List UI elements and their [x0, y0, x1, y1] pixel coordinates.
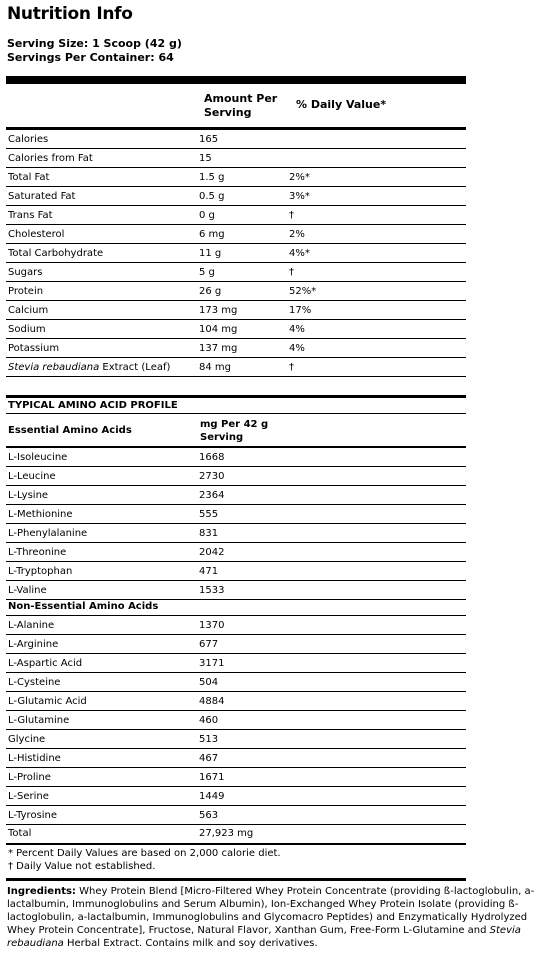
nutrient-daily-value: 4%: [289, 343, 305, 354]
amino-row: [6, 467, 466, 486]
amino-value: 2730: [199, 471, 225, 482]
nutrient-amount: 0.5 g: [199, 191, 225, 202]
amino-value: 1370: [199, 620, 225, 631]
amino-row: [6, 730, 466, 749]
nutrient-daily-value: 4%*: [289, 248, 310, 259]
footer-divider: [6, 878, 466, 881]
amino-row: [6, 673, 466, 692]
amino-row: [6, 524, 466, 543]
amino-row: [6, 768, 466, 787]
nutrient-name: Protein: [8, 286, 44, 297]
amino-value: 504: [199, 677, 219, 688]
amino-name: L-Tryptophan: [8, 566, 73, 577]
amino-value: 467: [199, 753, 219, 764]
amino-value: 677: [199, 639, 219, 650]
amino-row: [6, 486, 466, 505]
nutrient-daily-value: 17%: [289, 305, 312, 316]
amino-name: L-Proline: [8, 772, 51, 783]
amino-name: L-Glutamic Acid: [8, 696, 87, 707]
nutrient-name: Saturated Fat: [8, 191, 76, 202]
nutrient-name: Sodium: [8, 324, 46, 335]
total-label: Total: [8, 828, 32, 839]
nonessential-title: Non-Essential Amino Acids: [8, 601, 159, 612]
amino-value: 1668: [199, 452, 225, 463]
amino-name: L-Isoleucine: [8, 452, 68, 463]
amino-value: 1533: [199, 585, 225, 596]
nutrient-name: Trans Fat: [8, 210, 53, 221]
nutrient-row: [6, 206, 466, 225]
nutrient-amount: 15: [199, 153, 212, 164]
nutrient-row: [6, 225, 466, 244]
nutrient-row: [6, 320, 466, 339]
footnote-percent: * Percent Daily Values are based on 2,000 calorie diet.: [8, 848, 281, 859]
serving-size: Serving Size: 1 Scoop (42 g): [7, 37, 182, 50]
amino-name: L-Arginine: [8, 639, 59, 650]
amino-value: 1449: [199, 791, 225, 802]
amino-name: L-Lysine: [8, 490, 49, 501]
amino-name: L-Threonine: [8, 547, 67, 558]
ingredients: [7, 885, 547, 950]
nutrient-amount: 11 g: [199, 248, 222, 259]
amino-row: [6, 562, 466, 581]
amino-name: L-Valine: [8, 585, 47, 596]
nutrient-amount: 173 mg: [199, 305, 238, 316]
amino-row: [6, 635, 466, 654]
nutrient-row: [6, 130, 466, 149]
amino-row: [6, 711, 466, 730]
nutrient-row: [6, 187, 466, 206]
nutrient-amount: 1.5 g: [199, 172, 225, 183]
amino-value: 555: [199, 509, 219, 520]
page-title: Nutrition Info: [7, 4, 133, 24]
amino-row: [6, 505, 466, 524]
nutrient-daily-value: †: [289, 362, 294, 373]
amino-value: 831: [199, 528, 219, 539]
nutrient-daily-value: 2%: [289, 229, 305, 240]
amino-value: 460: [199, 715, 219, 726]
nutrient-amount: 165: [199, 134, 219, 145]
nutrient-daily-value: 3%*: [289, 191, 310, 202]
amino-row: [6, 581, 466, 600]
amino-name: L-Phenylalanine: [8, 528, 88, 539]
mg-header: mg Per 42 g Serving: [200, 419, 269, 443]
amino-name: Glycine: [8, 734, 46, 745]
amino-value: 3171: [199, 658, 225, 669]
amount-header: Amount Per Serving: [204, 92, 278, 119]
nutrient-daily-value: 4%: [289, 324, 305, 335]
amino-value: 4884: [199, 696, 225, 707]
amino-section-title: TYPICAL AMINO ACID PROFILE: [8, 400, 178, 411]
nutrient-amount: 104 mg: [199, 324, 238, 335]
nutrient-amount: 26 g: [199, 286, 222, 297]
amino-name: L-Glutamine: [8, 715, 70, 726]
total-divider: [6, 843, 466, 845]
nutrient-daily-value: †: [289, 267, 294, 278]
section-divider: [6, 395, 466, 398]
servings-per-container: Servings Per Container: 64: [7, 51, 174, 64]
nutrient-name: Potassium: [8, 343, 60, 354]
footnote-dagger: † Daily Value not established.: [8, 861, 156, 872]
nutrient-daily-value: †: [289, 210, 294, 221]
nutrient-row: [6, 282, 466, 301]
nutrient-name: Calories from Fat: [8, 153, 93, 164]
nutrient-daily-value: 52%*: [289, 286, 317, 297]
nutrient-name-italic: Stevia rebaudiana: [8, 362, 100, 373]
amino-value: 513: [199, 734, 219, 745]
nutrient-amount: 6 mg: [199, 229, 225, 240]
amino-value: 471: [199, 566, 219, 577]
nutrient-row: [6, 358, 466, 377]
nutrient-amount: 137 mg: [199, 343, 238, 354]
nutrient-row: [6, 168, 466, 187]
amino-name: L-Aspartic Acid: [8, 658, 83, 669]
nutrient-name: [8, 362, 170, 373]
amino-value: 1671: [199, 772, 225, 783]
amino-name: L-Methionine: [8, 509, 73, 520]
amino-name: L-Cysteine: [8, 677, 61, 688]
amino-row: [6, 543, 466, 562]
nutrient-daily-value: 2%*: [289, 172, 310, 183]
daily-value-header: % Daily Value*: [296, 98, 387, 111]
amino-row: [6, 616, 466, 635]
nutrient-name: Cholesterol: [8, 229, 65, 240]
amino-row: [6, 806, 466, 825]
amino-value: 2042: [199, 547, 225, 558]
nutrient-amount: 5 g: [199, 267, 215, 278]
amino-row: [6, 654, 466, 673]
amino-row: [6, 749, 466, 768]
nutrient-name: Calories: [8, 134, 49, 145]
amino-name: L-Alanine: [8, 620, 55, 631]
ingredients-label: Ingredients:: [7, 886, 76, 897]
nutrient-row: [6, 339, 466, 358]
nutrient-row: [6, 301, 466, 320]
amino-name: L-Serine: [8, 791, 49, 802]
amino-name: L-Histidine: [8, 753, 61, 764]
nutrient-name: Total Carbohydrate: [8, 248, 104, 259]
amino-name: L-Tyrosine: [8, 810, 58, 821]
nutrient-row: [6, 149, 466, 168]
nutrient-name: Sugars: [8, 267, 43, 278]
amino-name: L-Leucine: [8, 471, 56, 482]
nutrient-name: Calcium: [8, 305, 49, 316]
amino-row: [6, 448, 466, 467]
section-subdivider: [6, 413, 466, 414]
amino-row: [6, 692, 466, 711]
nutrient-row: [6, 244, 466, 263]
amino-value: 563: [199, 810, 219, 821]
thick-divider: [6, 76, 466, 84]
total-row: [6, 825, 466, 844]
amino-value: 2364: [199, 490, 225, 501]
ingredients-text-2: Herbal Extract. Contains milk and soy derivatives.: [63, 938, 318, 949]
total-value: 27,923 mg: [199, 828, 254, 839]
nutrient-name: Total Fat: [8, 172, 50, 183]
nutrient-row: [6, 263, 466, 282]
nutrient-name-rest: Extract (Leaf): [99, 362, 171, 373]
ingredients-italic: Stevia rebaudiana: [7, 925, 521, 949]
nutrient-amount: 0 g: [199, 210, 215, 221]
essential-title: Essential Amino Acids: [8, 425, 132, 436]
ingredients-text-1: Whey Protein Blend [Micro-Filtered Whey Protein Concentrate (providing ß-lactoglobulin, a-lactalbumin, Immunoglobulins and Serum Albumin), Ion-Exchanged Whey Protein Isolate (providing ß-lactoglobulin, a-lactalbumin, Immunoglobulins and Glycomacro Peptides) and Enzymatically Hydrolyzed Whey Protein Concentrate], Fructose, Natural Flavor, Xanthan Gum, Free-Form L-Glutamine and: [7, 886, 535, 936]
amino-row: [6, 787, 466, 806]
nutrient-amount: 84 mg: [199, 362, 231, 373]
